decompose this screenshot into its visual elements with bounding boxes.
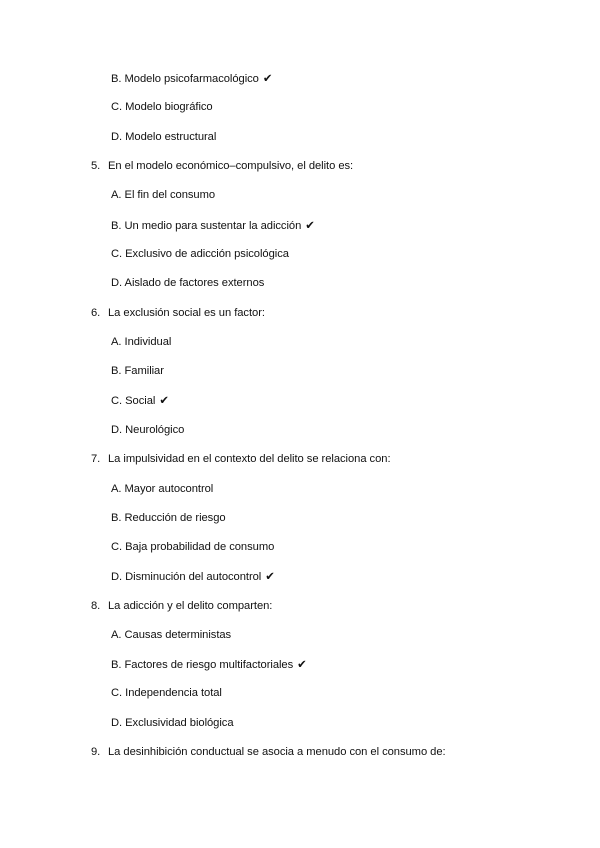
option-text: B. Familiar: [111, 365, 164, 377]
option-text: C. Social: [111, 395, 156, 407]
option-text: A. Mayor autocontrol: [111, 483, 214, 495]
option-7d: [111, 569, 275, 584]
option-7a: [111, 482, 213, 496]
option-5d: [111, 276, 264, 290]
option-8d: [111, 716, 234, 730]
check-icon: ✔: [159, 393, 169, 407]
question-text: La impulsividad en el contexto del delito se relaciona con:: [108, 453, 391, 465]
option-8b: [111, 657, 307, 672]
option-text: C. Exclusivo de adicción psicológica: [111, 248, 289, 260]
option-text: D. Exclusividad biológica: [111, 717, 234, 729]
option-text: C. Independencia total: [111, 687, 222, 699]
option-5c: [111, 247, 289, 261]
option-6a: [111, 335, 171, 349]
option-4c: [111, 100, 213, 114]
check-icon: ✔: [265, 569, 275, 583]
option-text: D. Modelo estructural: [111, 131, 217, 143]
option-6c: [111, 393, 169, 408]
option-8c: [111, 686, 222, 700]
option-text: B. Factores de riesgo multifactoriales: [111, 659, 294, 671]
check-icon: ✔: [262, 71, 273, 85]
question-number: 5.: [91, 160, 101, 172]
option-4d: [111, 130, 216, 144]
option-text: B. Modelo psicofarmacológico: [111, 73, 259, 85]
check-icon: ✔: [305, 218, 315, 232]
option-text: A. Causas deterministas: [111, 629, 232, 641]
question-number: 9.: [91, 746, 101, 758]
check-icon: ✔: [297, 657, 307, 671]
option-7c: [111, 540, 274, 554]
option-text: D. Aislado de factores externos: [111, 277, 265, 289]
question-text: La exclusión social es un factor:: [108, 307, 265, 319]
option-7b: [111, 511, 226, 525]
option-5a: [111, 188, 215, 202]
option-text: A. Individual: [111, 336, 172, 348]
option-text: C. Baja probabilidad de consumo: [111, 541, 275, 553]
option-text: C. Modelo biográfico: [111, 101, 213, 113]
option-text: B. Reducción de riesgo: [111, 512, 226, 524]
option-6b: [111, 364, 164, 378]
option-text: A. El fin del consumo: [111, 189, 216, 201]
question-number: 7.: [91, 453, 101, 465]
option-6d: [111, 423, 184, 437]
question-text: En el modelo económico–compulsivo, el delito es:: [108, 160, 354, 172]
question-text: La adicción y el delito comparten:: [108, 600, 273, 612]
option-5b: [111, 218, 315, 233]
question-number: 6.: [91, 307, 101, 319]
question-text: La desinhibición conductual se asocia a menudo con el consumo de:: [108, 746, 446, 758]
option-8a: [111, 628, 231, 642]
option-text: D. Neurológico: [111, 424, 185, 436]
question-number: 8.: [91, 600, 101, 612]
option-text: B. Un medio para sustentar la adicción: [111, 220, 302, 232]
option-text: D. Disminución del autocontrol: [111, 571, 262, 583]
option-4b: [111, 71, 272, 86]
